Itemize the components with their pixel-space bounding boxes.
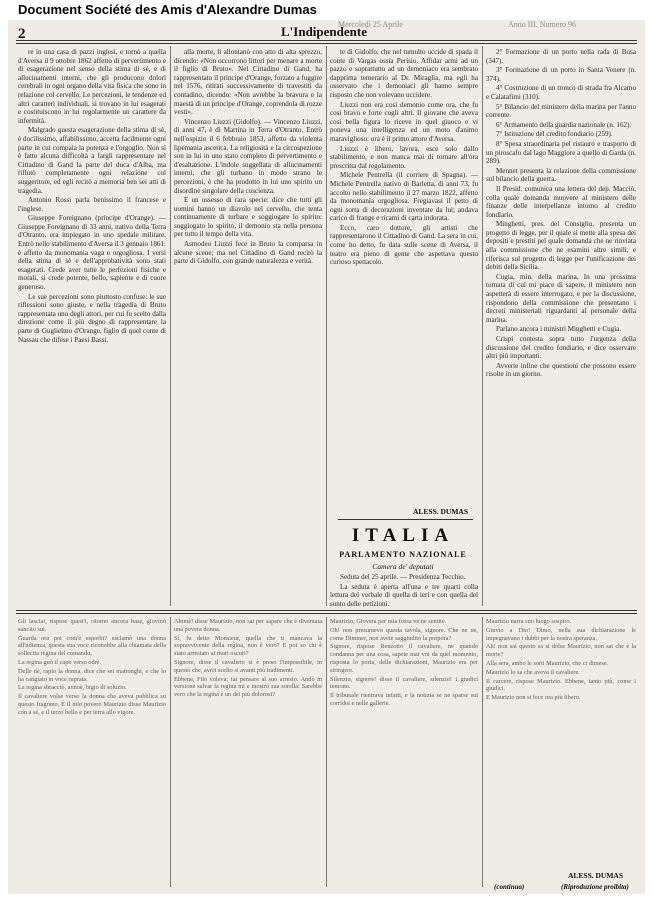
section-title-italia: ITALIA [351, 525, 455, 546]
paragraph: Giuseppe Foreignano (principe d'Orange). — Giuseppe Foreignano di 33 anni, nativo della Terra d'Otranto, era impiegato in uno spedale militare. Entrò nello stabilimento d'Aversa il 3 gennaio 1861: è affetto da monomania vaga e orgogliosa. I versi della stima di sè e dell'approbatività sono stati esagerati. Crede aver tutte le perfezioni fisiche e morali, si crede potente, bello, sapiente e di cuore generoso. [18, 214, 166, 292]
paragraph: Ebbene, Filo voleva; fai pensare al suo arresto. Andò in versione salvar la regina mi e mostrò sua sorella: Sarebbe vero che la regina è un dei più dolorosi? [174, 675, 322, 699]
parliament-heading: PARLAMENTO NAZIONALE [339, 550, 467, 559]
column-divider [482, 46, 483, 606]
paragraph: Ah! non sai questo sa si dolse Maurizio, non sai che è la morte? [486, 643, 636, 659]
parliament-report [330, 573, 478, 607]
paragraph: Mennet presenta la relazione della commissione sul bilancio della guerra. [486, 166, 636, 184]
paragraph: Parlano ancora i ministri Minghetti e Cugia. [496, 325, 622, 334]
column-divider [170, 46, 171, 606]
paragraph: Delle nè, rapio la donna, dice che sei mattonghi, e che lo ha cangiato in voce ruprata. [18, 667, 166, 683]
paragraph: Cugia, min. della marina, In una prossima tornata di cui mi piace di sapere, il ministero non aspetterà di essere interrogato, e per la discussione, rispondono della commissione che presentano i decreti ministeriali riguardanti al personale della marina. [486, 272, 636, 324]
paragraph: 5° Bilancio del ministero della marina per l'anno corrente. [486, 102, 636, 120]
paragraph: Oh! non presumevo questa tavola, signore. Che ne ne, come Dimmer, non avete saggiudito la porpora? [330, 626, 478, 642]
article-column-4 [486, 48, 636, 603]
feuilleton-column-3 [330, 618, 478, 888]
column-divider [170, 617, 171, 887]
paragraph: Signore, rispose Renzotto il cavaliere, ne quando condanna per una cosa, sapete mai voi da quel momento, risposta lo porta, delle dichiarazioni, Maurizio era per stringere. [330, 643, 478, 674]
paper-title: L'Indipendente [281, 24, 367, 39]
header-date: Mercoledì 25 Aprile [338, 20, 403, 29]
chamber-subheading: Camera de' deputati [372, 562, 434, 571]
paragraph: 7° Istituzione del credito fondiario (259). [496, 130, 613, 139]
paragraph: Il carcere, rispose Maurizio. Ebbene, tanto più, come i giudici. [486, 677, 636, 693]
paragraph: Giuvio a Dio! Dimo, nella sua dichiarazione le impegnavano i dubbi per la nostra speranza. [486, 626, 636, 642]
paragraph: Sì, fu detto Monsieur, quella che ti mancava la sopravvivente della regina, non è vero? E poi so chi è stato arrestato ai muri oscuri? [174, 634, 322, 658]
paragraph: 2° Formazione di un porto nella rada di Bosa (347). [486, 48, 636, 65]
newspaper-page [8, 20, 645, 894]
column-divider [326, 46, 327, 606]
paragraph: 3° Formazione di un porto in Santa Venere (n. 374). [486, 66, 636, 83]
paragraph: Il tribunale rientrava infatti, e la notizia se ne sparse sui corridoi e nelle gallerie. [330, 692, 478, 707]
feuilleton-rule [16, 610, 637, 611]
reproduction-note: (Riproduzione proibita) [561, 883, 629, 891]
paragraph: Asmodeo Liuzzi fece in Bruto la comparsa in alcune scene; ma nel Cittadino di Gand recitò la parte di Gidolfo, con grande naturalezza e verità. [174, 240, 322, 266]
header-rule [16, 40, 637, 41]
article-column-2 [174, 48, 322, 603]
paragraph: Ahimè! disse Maurizio, non sai per sapere che è diventata una povera donna. [174, 618, 322, 633]
paragraph: 4° Costruzione di un tronco di strada fra Alcamo e Calatafimi (310). [486, 84, 636, 101]
feuilleton-column-2 [174, 618, 322, 888]
feuilleton-column-1 [18, 618, 166, 888]
header-rule-thin [16, 43, 637, 44]
author-signature: ALESS. DUMAS [413, 507, 469, 516]
paragraph: Guarda ora poi com'è esporbi? esclamò una donna all'udienza, questa sua voce riconobbe alla chiamata della sollecita regina del comando. [18, 634, 166, 658]
column-divider [482, 617, 483, 887]
paragraph: te di Gidolfo, che nel tumulto uccide di spada il conte di Vargas ossia Perisio. Affidar armi ad un pazzo e soprattutto ad un demoniaco era sembrato dapprima temerario al Dr. Miraglia, ma egli ha osservato che i demoniaci gli hanno sempre risposto che non volevano uccidere. [330, 48, 478, 99]
author-signature: ALESS. DUMAS [568, 871, 624, 880]
paragraph: Il cavaliere volse verso la donna che aveva pubblica su questo fragrano. È il mio povero Maurizio disse Maurizio con a sé, e il terzo bello e per terra allo vigore. [18, 693, 166, 716]
paragraph: alla morte, li allontanò con atto di alta sprezzo, dicendo: «Non occorrono littori per menare a morte il figlio di Bruto». Nel Cittadino di Gand, ha rappresentato il principe d'Orange, forzato a fuggire nel 1576, ritirati successivamente di travestiti da contadino, dicendo: «Non avrebbe la bravura e la maestà di un principe d'Orange, coprendola di rozze vesti». [174, 48, 322, 117]
paragraph: Malgrado questa esagerazione della stima di sè, è docilissimo, affabilissimo, accetta facilmente ogni parte in cui compaia la potenza e l'orgoglio. Non si è fatto alcuna difficoltà a fargli rappresentare nel Cittadino di Gand la parte del duca d'Alba, ma riflutò completamente ogni relazione col suggeritore, ed egli recitò a memoria ben sei atti di tragedia. [18, 126, 166, 195]
document-banner: Document Société des Amis d'Alexandre Dumas [18, 2, 317, 17]
paragraph: Maurizio narra suo luogo sospiro. [486, 618, 572, 625]
paragraph: Il Presid. comunica una lettera del dep. Macciò, colla quale domanda muovere al ministero delle finanze delle interpellanze intorno al credito fondiario. [486, 184, 636, 219]
paragraph: Maurizio lo sa che aveva il cavaliere. [486, 668, 580, 676]
paragraph: E un ossesso di rara specie: dice che tutti gli uomini hanno un diavolo nel cervello, che tenta continuamente di turbare e soggiogare lo spirito: soggiogato lo spirito, il demonio sta nella persona per tutto il tempo della vita. [174, 196, 322, 239]
paragraph: Signore, disse il cavaliere si è preso l'impossibile, in questo che, avrei scelto si avanti più tradimenti. [174, 658, 322, 674]
page-number: 2 [18, 26, 26, 42]
paragraph: Maurizio, Giovera per mia fossa ve ne sentite. [330, 618, 447, 625]
paragraph: Antonio Rossi parla benissimo il francese e l'inglese. [18, 196, 166, 213]
paragraph: La regina sbracciò, annoè, bigio di soluzio. [18, 684, 127, 692]
feuilleton-column-4 [486, 618, 636, 868]
continued-note: (continua) [494, 883, 525, 891]
paragraph: 8° Spesa straordinaria pel ristauro e trasporto di un piroscafo dal lago Maggiore a quello di Garda (n. 289). [486, 139, 636, 166]
paragraph: Liuzzi è libero, lavora, esce solo dallo stabilimento, e non manca mai di tornare all'ora prescritta dal regolamento. [330, 144, 478, 170]
paragraph: Liuzzi non era così demonio come ora, che fu così bravo e forte cogli altri. Il giovane che aveva così bella figura lo riceve in quel giuoco e vi poneva una intelligenza ed un moto d'animo maraviglioso: ora è il primo attore d'Aversa. [330, 100, 478, 143]
header-issue: Anno III. Numero 96 [508, 20, 576, 29]
paragraph: La regina guò il capo verso odrè. [18, 658, 102, 666]
paragraph: Ecco, caro dottore, gli artisti che rappresentarono il Cittadino di Gand. La sera in cui, come ho detto, fu data sulle scene di Aversa, il teatro era pieno di gente che aspettava questo curioso spettacolo. [330, 223, 478, 267]
paragraph: Michele Pentrella (il corriere di Spagna). — Michele Pentrella nativo di Barletta, di anni 73, fu accolto nello stabilimento il 27 marzo 1822, affetto da monomania orgogliosa. Fregiavasi il petto di ogni sorta di decorazioni inventate da lui; andava carico di frange e ricami di carta indorata. [330, 171, 478, 223]
paragraph: Alla sera, ambo le sorti Maurizio, che ci dimese. [486, 659, 609, 667]
paragraph: Le sue percezioni sono piuttosto confuse: le sue riflessioni sono giuste, e nella tragedia di Bruto rappresentata uno degli attori, per cui fu scelto dalla direzione come il più degno di rappresentare la parte di Guglielmo d'Orange, figlio di quel conte di Nassau che difese i Paesi Bassi. [18, 292, 166, 344]
paragraph: Avverte infine che questioni che possono essere risolte in un giorno. [486, 361, 636, 379]
paragraph: Vincenzo Liuzzi (Gidolfo). — Vincenzo Liuzzi, di anni 47, è di Martina in Terra d'Otranto. Entrò nell'ospizio il 6 febbraio 1853, affetto da violenta lipemania ascetica. La religiosità e la circospezione son in lui in uno stato completo di pervertimento e d'esaltazione. L'indole suggellata di allucinamenti interni, che gli turbano in modo strano le percezioni, è che ha prodotto in lui uno spirito un disordine singolare della coscienza. [174, 117, 322, 195]
paragraph: E Maurizio non si fece ora più libero. [486, 694, 581, 702]
paragraph: 6° Armamento della guardia nazionale (n. 162). [496, 120, 632, 129]
paragraph: Seduta del 25 aprile. — Presidenza Tecchio. [340, 573, 466, 581]
paragraph: La seduta è aperta all'una e tre quarti colla lettura del verbale di quella di ieri e con quella del sunto delle petizioni. [330, 582, 478, 607]
paragraph: Gli lasciai, rispose quest'i, ritorno ancora base, giovinò sancito sui. [18, 618, 166, 633]
paragraph: re in una casa di pazzi inglesi, e tornò a quella d'Aversa il 9 ottobre 1862 affetto di pervertimento e di esagerazione nel senso della stima di sè, e di allucinamenti interni, che gli producono dolori cerebrali in ogni organo della vita fisica che sono in relazione col cervello. Le percezioni, le tendenze ed altri caratteri individuali, si trovano in lui esagerati e costituiscono in lui regolarmente un carattere da infermità. [18, 48, 166, 125]
section-rule [338, 519, 473, 520]
paragraph: Crispi contesta sopra tutto l'urgenza della discussione del credito fondiario, e dice osservare altri più importanti. [486, 335, 636, 361]
paragraph: Silenzio, signore! disse il cavaliere, silenzio! i giudici temono. [330, 675, 478, 691]
feuilleton-rule-thin [16, 613, 637, 614]
article-column-3 [330, 48, 478, 503]
column-divider [326, 617, 327, 887]
article-column-1 [18, 48, 166, 603]
paragraph: Minghetti, pres. del Consiglio, presenta un progetto di legge, per il quale si mette alla spesa dei depositi e prestiti pel quale domanda che ne rinviata alla commissione che ne esamini altre simili, e riferisca sul progetto di legge per l'unificazione dei debiti della Sicilia. [486, 220, 636, 272]
